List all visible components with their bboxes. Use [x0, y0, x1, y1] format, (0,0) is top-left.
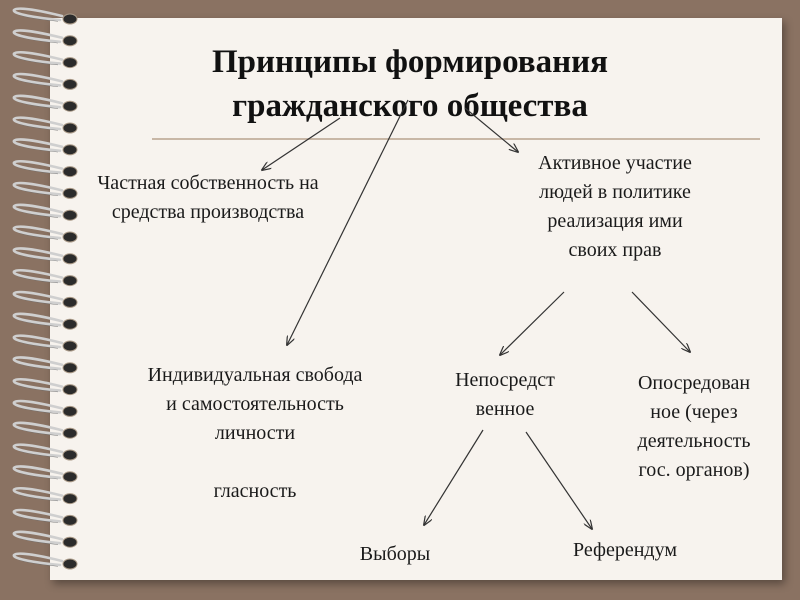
node-individual-freedom-line-2: и самостоятельность — [166, 393, 344, 415]
node-private-property-line-1: Частная собственность на — [97, 172, 319, 194]
arrow-title-to-active-participation — [465, 108, 518, 152]
node-indirect-line-4: гос. органов) — [638, 459, 750, 481]
title-line-1: Принципы формирования — [211, 44, 609, 80]
node-direct-line-2: венное — [475, 398, 535, 420]
node-referendum-label: Референдум — [573, 539, 677, 561]
node-glasnost: гласность — [213, 480, 297, 502]
title-line-2: гражданского общества — [232, 88, 588, 124]
arrow-direct-to-referendum — [526, 432, 592, 529]
node-active-participation-line-2: людей в политике — [539, 181, 691, 203]
node-active-participation-line-4: своих прав — [568, 239, 662, 261]
arrow-active-to-direct — [500, 292, 564, 355]
node-direct-line-1: Непосредст — [455, 369, 555, 391]
arrow-direct-to-elections — [424, 430, 483, 525]
node-indirect-line-2: ное (через — [650, 401, 738, 423]
arrow-active-to-indirect — [632, 292, 690, 352]
node-private-property-line-2: средства производства — [111, 201, 305, 223]
arrow-title-to-private-property — [262, 118, 340, 170]
node-indirect-line-3: деятельность — [637, 430, 751, 452]
node-individual-freedom-line-1: Индивидуальная свобода — [147, 364, 363, 386]
node-active-participation-line-1: Активное участие — [538, 152, 692, 174]
node-individual-freedom-line-3: личности — [214, 422, 296, 444]
node-indirect-line-1: Опосредован — [637, 372, 751, 394]
arrow-title-to-individual-freedom — [287, 100, 408, 345]
node-active-participation-line-3: реализация ими — [547, 210, 683, 232]
node-elections-label: Выборы — [359, 543, 431, 565]
